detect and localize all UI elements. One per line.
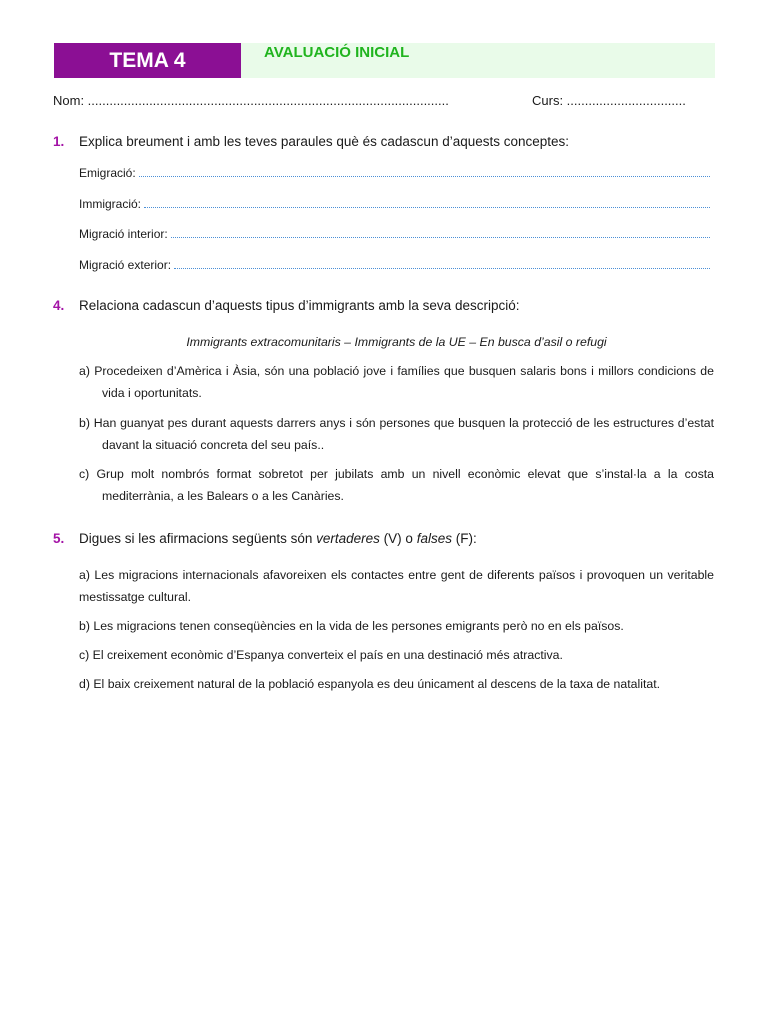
description-item-a: a) Procedeixen d’Amèrica i Àsia, són una població jove i famílies que busquen salaris bons i millors condicions de vida i oportunitats.	[79, 364, 714, 400]
question-4-text: Relaciona cadascun d’aquests tipus d’immigrants amb la seva descripció:	[79, 298, 520, 313]
question-5-number: 5.	[53, 531, 65, 546]
tema-tab	[54, 43, 241, 78]
question-5-falses: falses	[416, 531, 452, 546]
definition-row-migracio-interior	[79, 227, 710, 241]
answer-line	[171, 228, 710, 238]
statement-item-c: c) El creixement econòmic d’Espanya converteix el país en una destinació més atractiva.	[79, 648, 563, 662]
definition-row-immigracio	[79, 197, 710, 211]
curs-field: Curs: .................................	[532, 93, 686, 108]
answer-line	[174, 259, 710, 269]
answer-line	[144, 198, 710, 208]
question-1-text: Explica breument i amb les teves paraules què és cadascun d’aquests conceptes:	[79, 134, 570, 149]
statement-item-d: d) El baix creixement natural de la població espanyola es deu únicament al descens de la taxa de natalitat.	[79, 677, 661, 691]
description-item-b: b) Han guanyat pes durant aquests darrers anys i són persones que busquen la protecció de les estructures d’estat davant la situació concreta del seu país..	[79, 416, 714, 452]
definition-row-migracio-exterior	[79, 258, 710, 272]
answer-line	[139, 167, 710, 177]
question-5-text-mid: (V) o	[379, 531, 417, 546]
definition-row-emigracio	[79, 166, 710, 180]
description-item-c: c) Grup molt nombrós format sobretot per jubilats amb un nivell econòmic elevat que s’instal·la a la costa mediterrània, a les Balears o a les Canàries.	[79, 467, 714, 503]
question-1-number: 1.	[53, 134, 65, 149]
definition-label: Migració interior:	[79, 227, 168, 241]
statement-item-b: b) Les migracions tenen conseqüències en la vida de les persones emigrants però no en els països.	[79, 619, 624, 633]
nom-field: Nom: ....................................................................................................	[53, 93, 449, 108]
definition-label: Emigració:	[79, 166, 136, 180]
question-4-number: 4.	[53, 298, 65, 313]
immigrant-types-options: Immigrants extracomunitaris – Immigrants de la UE – En busca d’asil o refugi	[186, 335, 607, 349]
question-5-text	[79, 531, 477, 546]
statement-item-a: a) Les migracions internacionals afavoreixen els contactes entre gent de diferents països i provoquen un veritable mestissatge cultural.	[79, 568, 714, 604]
page-title: AVALUACIÓ INICIAL	[264, 44, 410, 61]
header-band	[241, 43, 715, 78]
tema-label: TEMA 4	[109, 48, 186, 72]
definition-label: Migració exterior:	[79, 258, 172, 272]
question-5-text-after: (F):	[451, 531, 477, 546]
question-5-text-before: Digues si les afirmacions següents són	[79, 531, 317, 546]
question-5-vertaderes: vertaderes	[316, 531, 380, 546]
definition-label: Immigració:	[79, 197, 142, 211]
